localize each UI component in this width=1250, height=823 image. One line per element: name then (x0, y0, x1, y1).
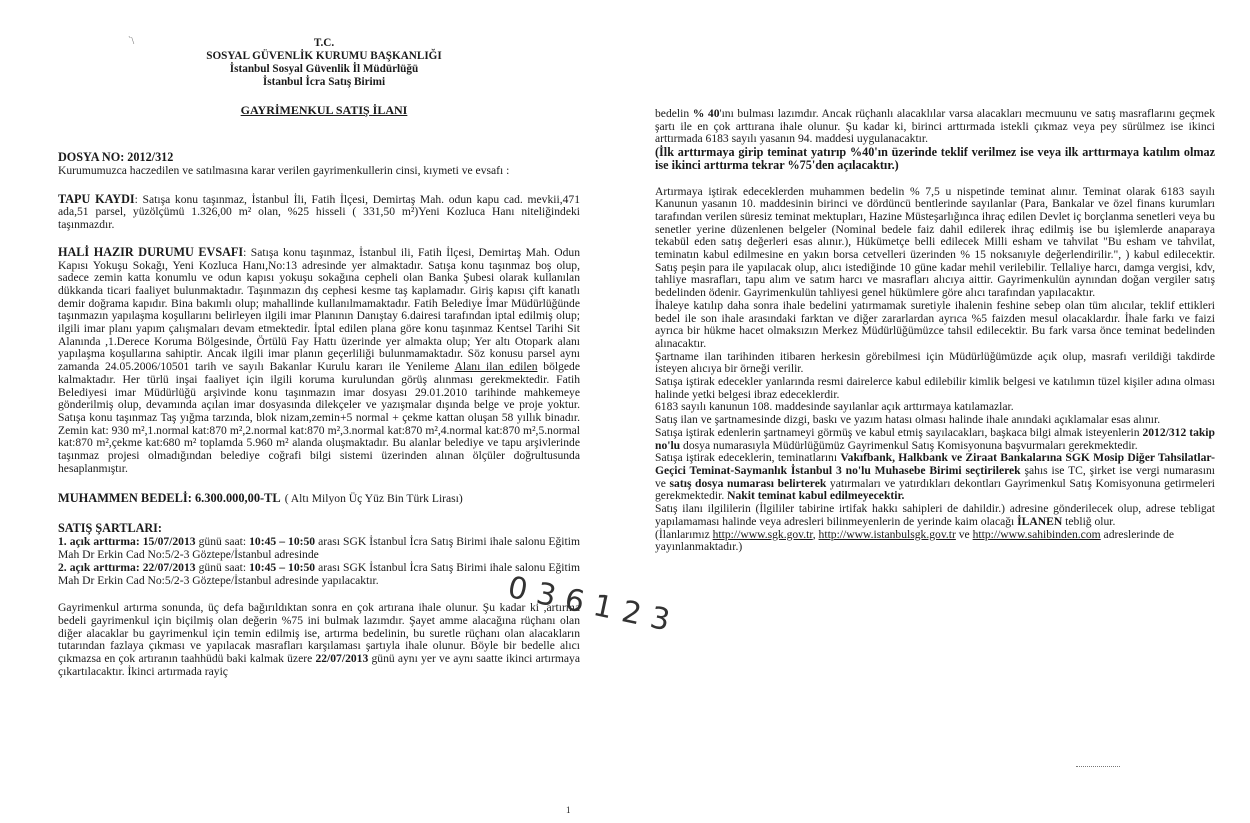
arttirma-2 (58, 562, 580, 587)
page-title: GAYRİMENKUL SATIŞ İLANI (240, 103, 408, 117)
artirma-kosullari (58, 602, 580, 678)
arttirma-2-text: arası SGK İstanbul İcra Satış Birimi ihale salonu Eğitim Mah Dr Erkin Cad No:5/2-3 Göztepe/İstanbul adresinde yapılacaktır. (58, 560, 580, 587)
muhammen-words: ( Altı Milyon Üç Yüz Bin Türk Lirası) (284, 492, 463, 506)
hali-text-2: bölgede kalmaktadır. Her türlü inşai faaliyet için ilgili koruma kurulundan görüş alınması gerekmektedir. Fatih Belediyesi imar Müdürlüğü arşivinde konu taşınmazın imar dosyası 29.01.2010 tarihinde mahkemeye gönderilmiş olup, devamında açılan imar dosyasında dilekçeler ve yazışmalar dışında belge ve proje yoktur. Satışa konu taşınmaz Taş yığma tarzında, blok nizam,zemin+5 normal + çekme kattan oluşan 58 yıllık binadır. Zemin kat: 930 m²,1.normal kat:870 m²,2.normal kat:870 m²,3.normal kat:870 m²,4.normal kat:870 m²,5.normal kat:870 m²,çekme kat:680 m² toplamda 5.960 m² alanda oluşmaktadır. Bu alanlar belediye ve tapu arşivlerinde taşınmaz projesi olmadığından belediye coğrafi bilgi sistemi üzerinden alınan ölçüler doğrultusunda hesaplanmıştır. (58, 360, 580, 475)
dosya-label: DOSYA NO: 2012/312 (58, 150, 174, 164)
p11-sep-1: , (812, 527, 819, 541)
header-directorate: İstanbul Sosyal Güvenlik İl Müdürlüğü (229, 63, 419, 75)
p8-text-a: Satışa iştirak edenlerin şartnameyi görmüş ve kabul etmiş sayılacakları, başkaca bilgi almak isteyenlerin (655, 425, 1143, 439)
right-para-3: İhaleye katılıp daha sonra ihale bedelini yatırmamak suretiyle ihalenin feshine sebep olan tüm alıcılar, teklif ettikleri bedel ile son ihale arasındaki farktan ve diğer zararlardan ayrıca %5 faizden mesul olacaklardır. İhale farkı ve faizi ayrıca bir hükme hacet olmaksızın Merkez Müdürlüğümüzce tahsil edilecektir. Bu fark varsa önce teminat bedelinden alınacaktır. (655, 298, 1215, 350)
p9-text-a: Satışa iştirak edeceklerin, teminatlarını (655, 451, 841, 465)
tapu-kaydi (58, 193, 580, 232)
page-number: 1 (566, 805, 571, 815)
p9-text-c: şahıs ise TC, şirket ise vergi numarasını ve (655, 463, 1216, 490)
hali-text-1: : Satışa konu taşınmaz, İstanbul ili, Fatih İlçesi, Demirtaş Mah. Odun Kapısı Yokuşu Sokağı, Yeni Kozluca Hanı,No:13 adresinde yer almaktadır. Satışa konu taşınmaz boş olup, sadece zemin katta konumlu ve odun kapısı yokuşu sokağına cepheli olan Banka Şubesi olarak kullanılan dükkanda ticari faaliyet bulunmaktadır. Taşınmazın dış cephesi kesme taş kaplamadır. Giriş kapısı çift kanatlı demir doğrama kapıdır. Bina bakımlı olup; mahallinde kullanılmamaktadır. Fatih Belediye İmar Müdürlüğünde taşınmazın yapılaşma koşullarını belirleyen ilgili imar Planının Danıştay 6.dairesi tarafından iptal edilmiş olup; ilgili imar planı yapım çalışmaları devam etmektedir. İptal edilen plana göre konu taşınmaz Kentsel Tarihi Sit Alanında ,1.Derece Koruma Bölgesinde, Örtülü Fay Hattı üzerinde yer almakta olup; Yer altı Otopark alanı yapılaşma koşullarına sahiptir. Ancak ilgili imar planın geçerliliği bulunmamaktadır. Söz konusu parsel aynı zamanda 24.05.2006/10501 tarih ve sayılı Bakanlar Kurulu kararı ile Yenileme (58, 245, 580, 374)
p10-text-a: Satış ilanı ilgililerin (İlgililer tabirine irtifak hakkı sahipleri de dahildir.) adresine gönderilecek olup, adrese tebligat yapılamaması halinde veya adresleri bilinmeyenlerin de yerinde kaim olacağı (655, 502, 1215, 528)
dosya-section (58, 150, 580, 178)
muhammen-label: MUHAMMEN BEDELİ: 6.300.000,00-TL (58, 491, 281, 506)
p10-ilanen: İLANEN (1017, 514, 1063, 528)
p9-banks: Vakıfbank, Halkbank ve Ziraat Bankalarına SGK Mosip Diğer Tahsilatlar-Geçici Teminat-Saymanlık İstanbul 3 no'lu Muhasebe Birimi seçtirilerek (655, 451, 1215, 477)
p1-text-a: bedelin (655, 107, 693, 120)
right-column (655, 108, 1215, 554)
arttirma-1-time: 10:45 – 10:50 (249, 535, 316, 549)
right-para-6: 6183 sayılı kanunun 108. maddesinde sayılanlar açık arttırmaya katılamazlar. (655, 400, 1014, 414)
header-unit: İstanbul İcra Satış Birimi (262, 76, 386, 88)
right-para-1 (655, 108, 1215, 146)
muhammen-bedeli (58, 489, 580, 507)
satis-label: SATIŞ ŞARTLARI: (58, 521, 162, 536)
document-header (68, 37, 580, 89)
right-para-8 (655, 427, 1215, 452)
p9-text-e: yatırmaları ve yatırdıkları dekontları Gayrimenkul Satış Komisyonuna getirmeleri gerekmektedir. (655, 476, 1216, 503)
hali-underlined: Alanı ilan edilen (454, 360, 538, 374)
p9-nakit: Nakit teminat kabul edilmeyecektir. (727, 489, 905, 503)
artirma-text-2: günü aynı yer ve aynı saatte ikinci artırmaya çıkartılacaktır. İkinci artırmada rayiç (58, 652, 580, 678)
arttirma-1 (58, 536, 580, 561)
right-para-7: Satış ilan ve şartnamesinde dizgi, baskı ve yazım hatası olması halinde ihale anındaki açıklamalar esas alınır. (655, 413, 1161, 427)
artirma-text-1: Gayrimenkul artırma sonunda, üç defa bağırıldıktan sonra en çok artırana ihale olunur. Şu kadar ki ,artırma bedeli gayrimenkul için biçilmiş olan değerin %75 ini bulmak lazımdır. Şayet amme alacağına rüçhanı olan diğer alacaklar bu gayrimenkul için temin edilmiş ise, artırma bedelinin, bu suretle rüçhanı olan alacakların tutarından fazlaya çıkması ve yapılacak masrafları karşılaması şartıyla ihale olunur. Böyle bir bedelle alıcı çıkmazsa en çok artıranın taahhüdü baki kalmak üzere (58, 601, 580, 666)
p11-sep-2: ve (955, 527, 973, 541)
p1-percent: % 40 (692, 107, 720, 120)
p9-dosya-no: satış dosya numarası belirterek (669, 476, 827, 490)
right-para-2: Artırmaya iştirak edeceklerden muhammen bedelin % 7,5 u nispetinde teminat alınır. Teminat olarak 6183 sayılı Kanunun yasanın 10. maddesinin birinci ve dördüncü bentlerinde sayılanlar (Para, Bankalar ve özel finans kurumları tarafından verilen süresiz teminat mektupları, Hazine Müsteşarlığınca ihraç edilen Devlet iç borçlanma senetleri veya bu senetler yerine düzenlenen belgeler (Nominal bedele faiz dahil edilerek ihraç edilmiş ise bu işlemlerde anaparaya tekabül eden satış değerleri esas alınır.), Hükümetçe belli edilecek Milli esham ve tahvilat "Bu esham ve tahvilat, teminatın kabul edilmesine en yakın borsa cetvelleri üzerinden % 15 noksanıyle değerlendirilir.", ) kabul edilecektir. Satış peşin para ile yapılacak olup, alıcı istediğinde 10 güne kadar mehil verilebilir. Tellaliye harcı, damga vergisi, kdv, tahliye masrafları, tapu alım ve satım harcı ve masrafları alıcıya aittir. Gayrimenkulün aynından doğan vergiler satış bedelinden ödenir. Gayrimenkulün tahliyesi genel hükümlere göre alıcı tarafından yapılacaktır. (655, 184, 1215, 300)
dosya-intro: Kurumumuzca haczedilen ve satılmasına karar verilen gayrimenkullerin cinsi, kıymeti ve evsafı : (58, 164, 510, 177)
link-istanbulsgk[interactable]: http://www.istanbulsgk.gov.tr (818, 527, 956, 541)
right-para-10 (655, 503, 1215, 528)
p11-text-d: adreslerinde de yayınlanmaktadır.) (655, 527, 1175, 554)
right-para-9 (655, 452, 1215, 503)
header-tc: T.C. (313, 37, 335, 49)
right-para-11 (655, 529, 1215, 554)
right-para-5: Satışa iştirak edecekler yanlarında resmi dairelerce kabul edilebilir kimlik belgesi ve katılımın tüzel kişiler adına olması halinde yetki belgesi ibraz edeceklerdir. (655, 375, 1215, 401)
arttirma-2-time-pre: günü saat: (195, 560, 250, 574)
p11-text-a: (İlanlarımız (655, 527, 713, 541)
scan-mark-dotted (1076, 766, 1120, 767)
p10-text-c: tebliğ olur. (1062, 514, 1116, 528)
hali-hazir (58, 246, 580, 476)
right-para-4: Şartname ilan tarihinden itibaren herkesin görebilmesi için Müdürlüğümüzde açık olup, masrafı verildiği takdirde isteyen alıcıya bir örneği verilir. (655, 349, 1215, 376)
tapu-text: : Satışa konu taşınmaz, İstanbul İli, Fatih İlçesi, Demirtaş Mah. odun kapu cad. mevkii,471 ada,51 parsel, yüzölçümü 1.326,00 m² olan, %25 hisseli ( 331,50 m²)Yeni Kozluca Hanı niteliğindeki taşınmazdır. (58, 192, 581, 232)
header-institution: SOSYAL GÜVENLİK KURUMU BAŞKANLIĞI (206, 50, 442, 62)
handwritten-number: 036123 (504, 570, 683, 641)
tapu-label: TAPU KAYDI (58, 191, 135, 206)
p8-file-no: 2012/312 takip no'lu (655, 425, 1215, 452)
arttirma-2-date: 2. açık arttırma: 22/07/2013 (58, 560, 196, 574)
arttirma-1-time-pre: günü saat: (195, 535, 250, 549)
arttirma-2-time: 10:45 – 10:50 (249, 560, 316, 574)
scan-mark: `\ (128, 36, 135, 47)
satis-sartlari (58, 521, 580, 587)
p1-text-c: 'ını bulması lazımdır. Ancak rüçhanlı alacaklılar varsa alacakları mecmuunu ve satış masraflarını geçmek şartı ile en çok arttırana ihale olunur. Şu kadar ki, birinci arttırmada istekli çıkmaz veya pey sürülmez ise ikinci arttırmada 6183 sayılı yasanın 94. maddesi uygulanacaktır. (655, 107, 1215, 146)
right-para-1-bold: (İlk arttırmaya girip teminat yatırıp %40'ın üzerinde teklif verilmez ise veya ilk arttırmaya katılım olmaz ise ikinci arttırma tekrar %75'den açılacaktır.) (655, 145, 1215, 172)
hali-label: HALİ HAZIR DURUMU EVSAFI (58, 244, 244, 259)
link-sahibinden[interactable]: http://www.sahibinden.com (972, 527, 1101, 541)
arttirma-1-text: arası SGK İstanbul İcra Satış Birimi ihale salonu Eğitim Mah Dr Erkin Cad No:5/2-3 Göztepe/İstanbul adresinde (58, 535, 580, 562)
p8-text-c: dosya numarasıyla Müdürlüğümüz Gayrimenkul Satış Komisyonuna başvurmaları gerekmektedir. (680, 438, 1138, 452)
left-column (58, 0, 580, 679)
artirma-date: 22/07/2013 (315, 652, 369, 666)
link-sgk[interactable]: http://www.sgk.gov.tr (712, 527, 813, 541)
arttirma-1-date: 1. açık arttırma: 15/07/2013 (58, 535, 196, 549)
